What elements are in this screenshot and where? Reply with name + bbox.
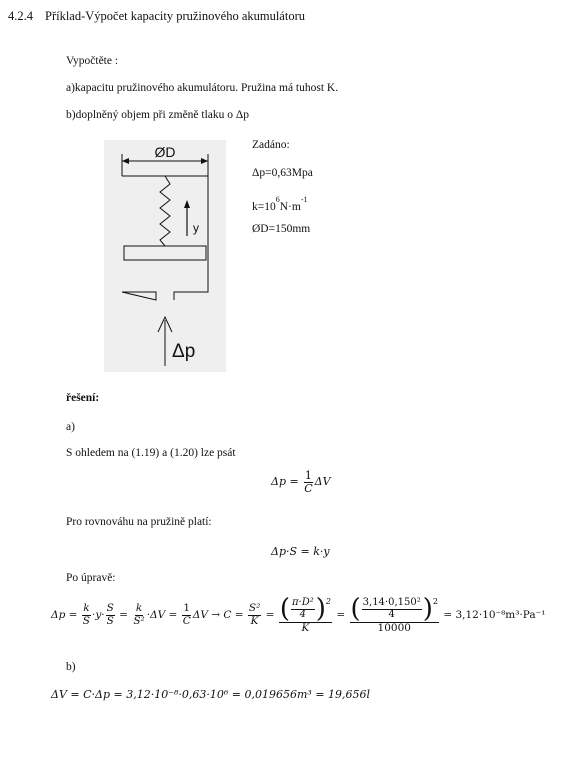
equation-3: [51, 596, 545, 634]
eq3-part-8: = 3,12·10⁻⁸m³·Pa⁻¹: [443, 609, 546, 621]
eq1-den: C: [304, 481, 313, 495]
given-k-exp: 6: [275, 195, 280, 204]
eq3-part-7: =: [336, 609, 346, 621]
dimension-arrow-left: [122, 158, 129, 164]
solution-part-b: b): [66, 661, 76, 673]
eq3-frac-5: $\frac{\text{S²}}{K}$: [248, 602, 261, 627]
task-b: b)doplněný objem při změně tlaku o Δp: [66, 109, 250, 121]
given-k: [252, 195, 308, 213]
equation-2: Δp·S = k·y: [271, 545, 330, 558]
y-arrow-head: [184, 200, 190, 208]
given-k-unit-exp: -1: [300, 195, 308, 204]
given-k-unit: N·m: [279, 201, 301, 213]
eq1-lhs: Δp =: [271, 475, 299, 489]
eq3-part-5: ΔV → C =: [192, 609, 244, 621]
dimension-arrow-right: [201, 158, 208, 164]
eq1-num: 1: [304, 469, 312, 482]
task-intro: Vypočtěte :: [66, 55, 119, 67]
equation-4: ΔV = C·Δp = 3,12·10⁻⁸·0,63·10⁶ = 0,019656m³ = 19,656l: [51, 688, 371, 701]
solution-text-2: Pro rovnováhu na pružině platí:: [66, 516, 212, 528]
solution-heading: řešení:: [66, 392, 100, 404]
given-heading: Zadáno:: [252, 139, 290, 151]
section-title: Příklad-Výpočet kapacity pružinového akumulátoru: [45, 9, 305, 23]
eq3-frac-6: ( $\frac{\text{π·D²}}{4}$ )$^2$ K: [279, 594, 331, 634]
cylinder-outline: [122, 176, 208, 300]
accumulator-figure: [104, 140, 226, 372]
eq1-fraction: [303, 470, 313, 494]
dp-label: Δp: [172, 341, 196, 362]
eq3-part-3: =: [119, 609, 128, 621]
section-heading: [8, 9, 305, 24]
eq3-frac-7: ( $\frac{\text{3,14·0,150²}}{4}$ )$^2$ 10000: [350, 594, 438, 634]
spring: [160, 176, 170, 246]
given-k-base: k=10: [252, 201, 276, 213]
eq3-frac-4: $\frac{1}{C}$: [182, 602, 191, 627]
eq3-part-1: Δp =: [51, 609, 78, 621]
solution-part-a: a): [66, 421, 75, 433]
eq1-tail: ΔV: [314, 475, 331, 489]
section-number: 4.2.4: [8, 9, 33, 23]
eq3-part-4: ·ΔV =: [146, 609, 178, 621]
diameter-label: ØD: [154, 144, 176, 160]
eq3-part-6: =: [265, 609, 275, 621]
eq3-frac-1: $\frac{k}{S}$: [82, 602, 90, 627]
piston: [124, 246, 206, 260]
solution-text-1: S ohledem na (1.19) a (1.20) lze psát: [66, 447, 236, 459]
eq3-part-2: ·y·: [92, 609, 105, 621]
task-a: a)kapacitu pružinového akumulátoru. Pružina má tuhost K.: [66, 82, 339, 94]
equation-1: [271, 470, 331, 494]
eq3-frac-2: $\frac{S}{S}$: [106, 602, 114, 627]
y-label: y: [193, 221, 199, 235]
eq3-frac-3: $\frac{k}{\text{S²}}$: [133, 602, 145, 627]
given-dp: Δp=0,63Mpa: [252, 167, 313, 179]
solution-text-3: Po úpravě:: [66, 572, 116, 584]
given-diameter: ØD=150mm: [252, 223, 311, 235]
